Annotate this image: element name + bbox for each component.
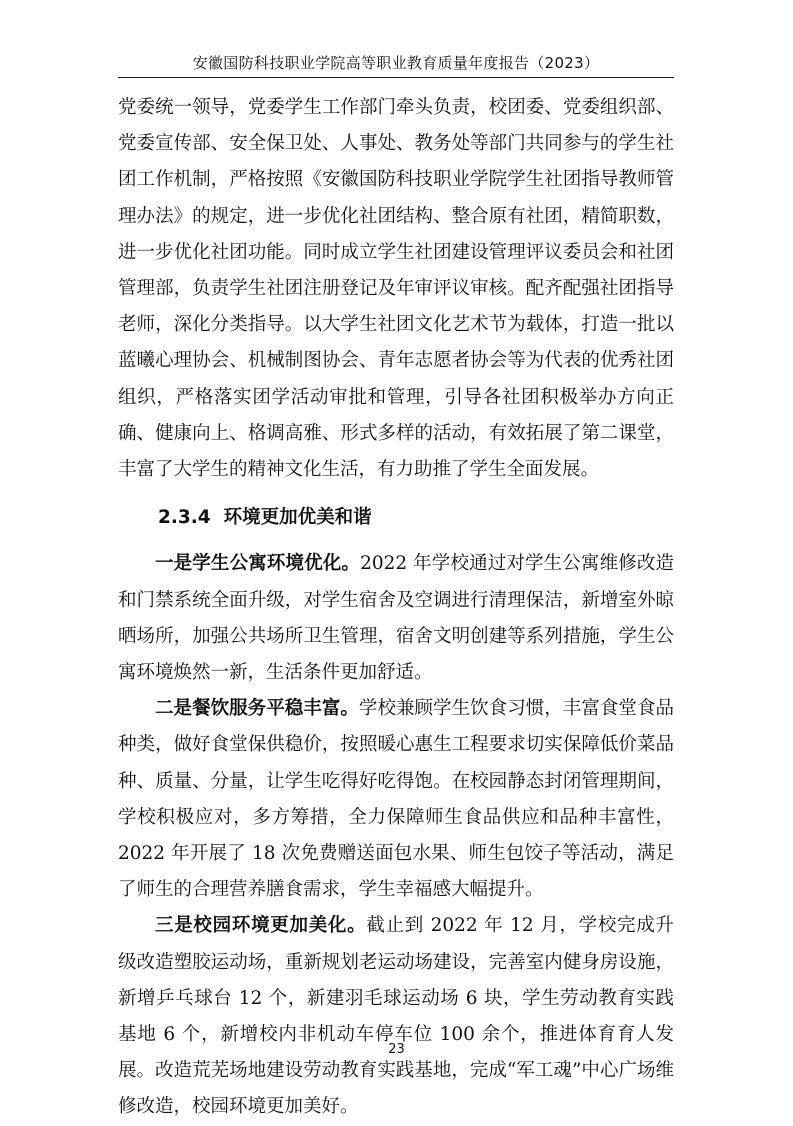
running-header: 安徽国防科技职业学院高等职业教育质量年度报告（2023） — [192, 54, 600, 72]
page-body — [118, 90, 674, 1126]
list-item — [118, 908, 674, 1125]
item-body: 2022 年学校通过对学生公寓维修改造和门禁系统全面升级，对学生宿舍及空调进行清理保洁，新增室外晾晒场所，加强公共场所卫生管理，宿舍文明创建等系列措施，学生公寓环境焕然一新，生活条件更加舒适。 — [118, 553, 674, 684]
list-item — [118, 691, 674, 908]
paragraph-continued: 党委统一领导，党委学生工作部门牵头负责，校团委、党委组织部、党委宣传部、安全保卫处、人事处、教务处等部门共同参与的学生社团工作机制，严格按照《安徽国防科技职业学院学生社团指导教师管理办法》的规定，进一步优化社团结构、整合原有社团，精简职数，进一步优化社团功能。同时成立学生社团建设管理评议委员会和社团管理部，负责学生社团注册登记及年审评议审核。配齐配强社团指导老师，深化分类指导。以大学生社团文化艺术节为载体，打造一批以蓝曦心理协会、机械制图协会、青年志愿者协会等为代表的优秀社团组织，严格落实团学活动审批和管理，引导各社团积极举办方向正确、健康向上、格调高雅、形式多样的活动，有效拓展了第二课堂，丰富了大学生的精神文化生活，有力助推了学生全面发展。 — [118, 97, 674, 481]
list-item — [118, 546, 674, 691]
item-body: 截止到 2022 年 12 月，学校完成升级改造塑胶运动场，重新规划老运动场建设，完善室内健身房设施，新增乒乓球台 12 个，新建羽毛球运动场 6 块，学生劳动教育实践基地 6 个，新增校内非机动车停车位 100 余个，推进体育育人发展。改造荒芜场地建设劳动教育实践基地，完成“军工魂”中心广场维修改造，校园环境更加美好。 — [118, 915, 674, 1118]
header-divider — [118, 77, 674, 78]
item-lead: 三是校园环境更加美化。 — [155, 915, 367, 937]
section-number: 2.3.4 — [158, 507, 211, 529]
item-lead: 一是学生公寓环境优化。 — [155, 553, 361, 575]
section-title: 环境更加优美和谐 — [223, 507, 372, 529]
page-number: 23 — [388, 1042, 405, 1057]
item-lead: 二是餐饮服务平稳丰富。 — [155, 698, 359, 720]
section-heading — [118, 500, 674, 536]
item-body: 学校兼顾学生饮食习惯，丰富食堂食品种类，做好食堂保供稳价，按照暖心惠生工程要求切实保障低价菜品种、质量、分量，让学生吃得好吃得饱。在校园静态封闭管理期间，学校积极应对，多方筹措，全力保障师生食品供应和品种丰富性，2022 年开展了 18 次免费赠送面包水果、师生包饺子等活动，满足了师生的合理营养膳食需求，学生幸福感大幅提升。 — [118, 698, 674, 901]
